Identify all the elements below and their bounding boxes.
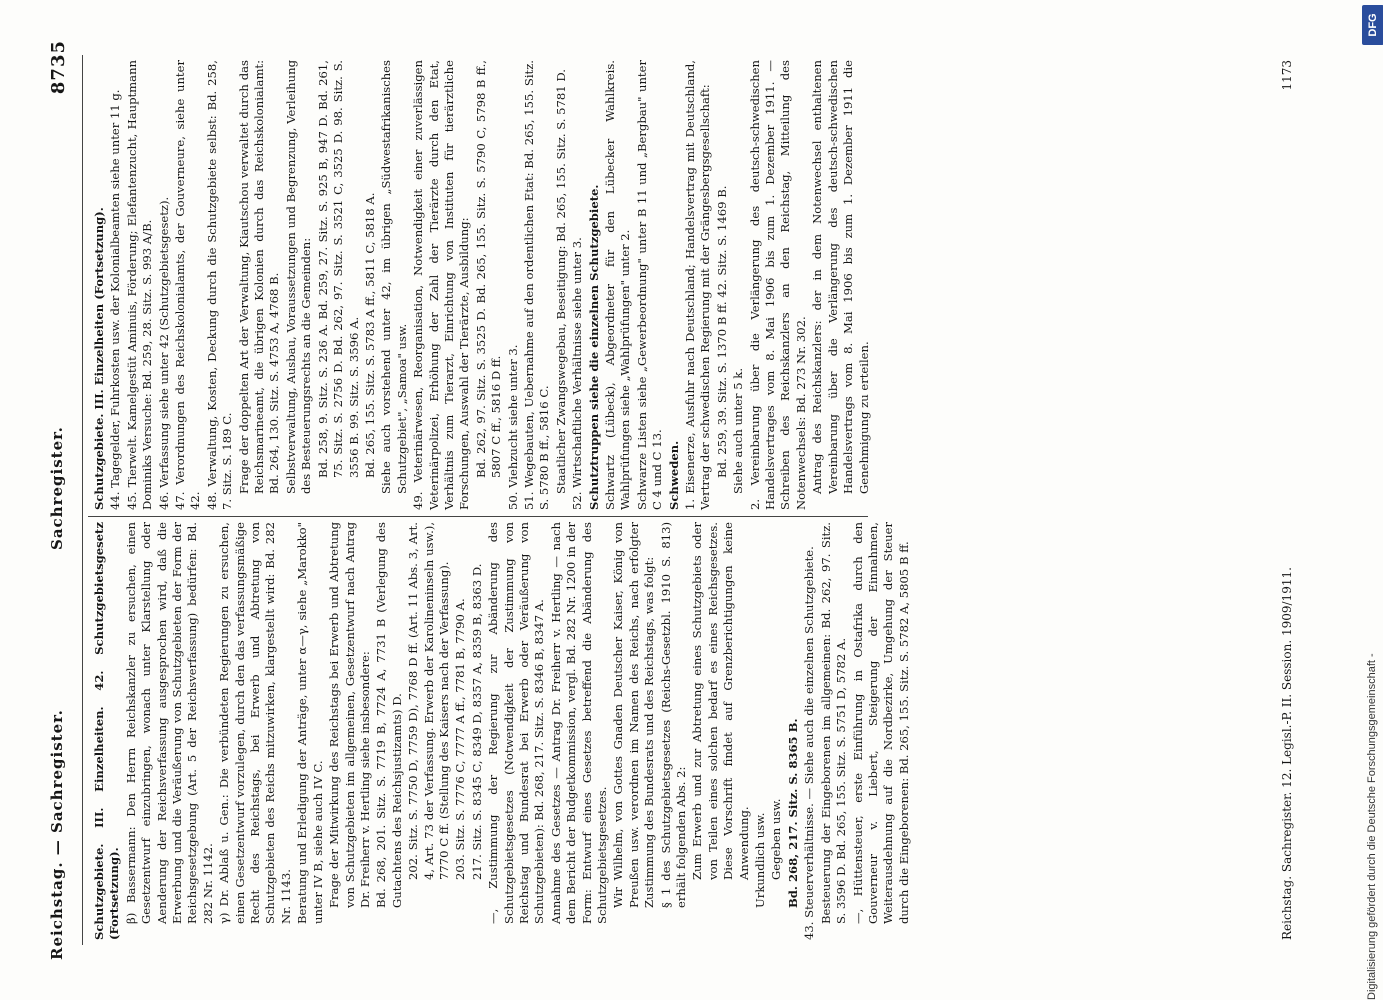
index-entry: § 1 des Schutzgebietsgesetzes (Reichs-Gesetzbl. 1910 S. 813) erhält folgenden Abs. 2: [658,522,689,908]
index-entry: Frage der Mitwirkung des Reichstags bei Erwerb und Abtretung von Schutzgebieten im allgemeinen, Gesetzentwurf nach Antrag Dr. Freiherr v. Hertling siehe insbesondere: [327,522,372,908]
index-entry: Schweden. [666,440,681,510]
index-entry: Zum Erwerb und zur Abtretung eines Schutzgebiets oder von Teilen eines solchen bedarf es eines Reichsgesetzes. Diese Vorschrift findet auf Grenzberichtigungen keine Anwendung. [690,522,751,880]
index-entry: 1. Eisenerze, Ausfuhr nach Deutschland; Handelsvertrag mit Deutschland, Vertrag der schwedischen Regierung mit der Grängesbergsgesellschaft: [683,60,713,510]
column-divider [88,516,868,517]
index-entry: Siehe auch unter 5 k. [731,367,746,494]
header-mid: Sachregister. [48,426,66,550]
index-entry: 202. Sitz. S. 7750 D, 7759 D), 7768 D ff. (Art. 11 Abs. 3, Art. 4, Art. 73 der Verfassung. Erwerb der Karolineninseln usw.), 7770 C ff. (Stellung des Kaisers nach der Verfassung). [406,522,451,880]
index-entry: Schutztruppen siehe die einzelnen Schutzgebiete. [586,184,601,510]
index-entry: 47. Verordnungen des Reichskolonialamts, der Gouverneure, siehe unter 42. [173,60,203,510]
index-entry: 46. Verfassung siehe unter 42 (Schutzgebietsgesetz). [156,196,171,510]
dfg-logo: DFG [1362,5,1383,45]
page-footer [1280,60,1300,940]
footer-right: 1173 [1280,60,1294,91]
index-entry: 203. Sitz. S. 7776 C, 7777 A ff., 7781 B, 7790 A. [453,598,468,880]
index-entry: Antrag des Reichskanzlers: der in dem Notenwechsel enthaltenen Vereinbarung über die Verlängerung des deutsch-schwedischen Handelsvertrags vom 8. Mai 1906 bis zum 1. Dezember 1911 die Genehmigung zu erteilen. [810,60,871,494]
index-entry: Frage der doppelten Art der Verwaltung, Kiautschou verwaltet durch das Reichsmarineamt, die übrigen Kolonien durch das Reichskolonialamt: Bd. 264, 130. Sitz. S. 4753 A, 4768 B. [236,60,282,494]
index-entry: γ) Dr. Ablaß u. Gen.: Die verbündeten Regierungen zu ersuchen, einen Gesetzentwurf vorzulegen, durch den das verfassungsmäßige Recht des Reichstags, bei Erwerb und Abtretung von Schutzgebieten des Reichs mitzuwirken, klargestellt wird: Bd. 282 Nr. 1143. [217,522,293,924]
index-entry: Beratung und Erledigung der Anträge, unter α—γ, siehe „Marokko" unter IV B, siehe auch IV C. [295,522,325,924]
index-entry: Schwarze Listen siehe „Gewerbeordnung" unter B 11 und „Bergbau" unter C 4 und C 13. [634,60,665,510]
index-entry: Wir Wilhelm, von Gottes Gnaden Deutscher Kaiser, König von Preußen usw. verordnen im Namen des Reichs, nach erfolgter Zustimmung des Bundesrats und des Reichstags, was folgt: [611,522,657,908]
index-entry: Urkundlich usw. [753,812,768,908]
index-entry: Schwartz (Lübeck), Abgeordneter für den Lübecker Wahlkreis. Wahlprüfungen siehe „Wahlprüfungen" unter 2. [603,60,633,510]
index-entry: Bd. 262, 97. Sitz. S. 3525 D. Bd. 265, 155. Sitz. S. 5790 C, 5798 B ff., 5807 C ff., 5816 D ff. [473,60,504,478]
right-column [92,60,873,510]
index-entry: 49. Veterinärwesen, Reorganisation, Notwendigkeit einer zuverlässigen Veterinärpolizei, Erhöhung der Zahl der Tierärzte durch den Etat, Verhältnis zum Tierarzt, Einrichtung von Instituten für tierärztliche Forschungen, Auswahl der Tierärzte, Ausbildung: [411,60,472,510]
page-number: 8735 [48,40,69,95]
index-entry: 52. Wirtschaftliche Verhältnisse siehe unter 3. [570,237,585,510]
left-column [92,522,913,940]
index-entry: 45. Tierwelt. Kamelgestüt Aminuis, Förderung; Elefantenzucht, Hauptmann Dominiks Versuche: Bd. 259, 28. Sitz. S. 993 A/B. [124,60,155,510]
index-entry: Annahme des Gesetzes — Antrag Dr. Freiherr v. Hertling — nach dem Bericht der Budgetkommission, vergl. Bd. 282 Nr. 1200 in der Form: Entwurf eines Gesetzes betreffend die Abänderung des Schutzgebietsgesetzes. [548,522,609,924]
index-entry: 44. Tagegelder, Fuhrkosten usw. der Kolonialbeamten siehe unter 11 g. [108,89,123,510]
index-entry: 2. Vereinbarung über die Verlängerung des deutsch-schwedischen Handelsvertrages vom 8. Mai 1906 bis zum 1. Dezember 1911. — Schreiben des Reichskanzlers an den Reichstag, Mitteilung des Notenwechsels: Bd. 273 Nr. 302. [747,60,808,510]
index-entry: Bd. 265, 155. Sitz. S. 5783 A ff., 5811 C, 5818 A. [362,192,377,478]
index-entry: Staatlicher Zwangswegebau, Beseitigung: Bd. 265, 155. Sitz. S. 5781 D. [553,69,568,494]
index-entry: 48. Verwaltung, Kosten, Deckung durch die Schutzgebiete selbst: Bd. 258, 7. Sitz. S. 189 C. [204,60,235,510]
index-entry: Schutzgebiete. III. Einzelheiten. 42. Schutzgebietsgesetz (Fortsetzung). [92,522,122,940]
footer-left: Reichstag. Sachregister. 12. Legisl.-P. II. Session. 1909/1911. [1280,567,1294,940]
dfg-credit-text: Digitalisierung gefördert durch die Deutsche Forschungsgemeinschaft - [1366,653,1378,1000]
header-rule [82,55,83,945]
index-entry: 43. Steuerverhältnisse. — Siehe auch die einzelnen Schutzgebiete. [802,546,817,940]
index-entry: Besteuerung der Eingeborenen im allgemeinen: Bd. 262, 97. Sitz. S. 3596 D. Bd. 265, 155. Sitz. S. 5751 D, 5782 A. [818,522,849,924]
index-entry: Bd. 259, 39. Sitz. S. 1370 B ff. 42. Sitz. S. 1469 B. [714,185,729,478]
index-entry: Gegeben usw. [769,798,784,880]
index-entry: Bd. 268, 217. Sitz. S. 8365 B. [785,718,800,908]
index-entry: Bd. 268, 201. Sitz. S. 7719 B, 7724 A, 7731 B (Verlegung des Gutachtens des Reichsjustizamts) D. [374,522,404,908]
index-entry: Siehe auch vorstehend unter 42, im übrigen „Südwestafrikanisches Schutzgebiet", „Samoa" usw. [379,60,409,494]
index-entry: —, Hüttensteuer, erste Einführung in Ostafrika durch den Gouverneur v. Liebert, Steigerung der Einnahmen, Weiterausdehnung auf die Nordbezirke, Umgehung der Steuer durch die Eingeborenen: Bd. 265, 155. Sitz. S. 5782 A, 5805 B ff. [850,522,911,924]
index-entry: 50. Viehzucht siehe unter 3. [505,344,520,510]
index-entry: Schutzgebiete. III. Einzelheiten (Fortsetzung). [92,207,106,510]
header-left: Reichstag. — Sachregister. [48,709,66,960]
page-header [48,40,76,960]
index-entry: Selbstverwaltung, Ausbau, Voraussetzungen und Begrenzung, Verleihung des Besteuerungsrechts an die Gemeinden: [283,60,314,494]
digitization-sidebar [1352,0,1382,1000]
index-entry: 217. Sitz. S. 8345 C, 8349 D, 8357 A, 8359 B, 8363 D. [469,563,484,880]
index-entry: —, Zustimmung der Regierung zur Abänderung des Schutzgebietsgesetzes (Notwendigkeit der Zustimmung von Reichstag und Bundesrat bei Erwerb oder Veräußerung von Schutzgebieten): Bd. 268, 217. Sitz. S. 8346 B, 8347 A. [486,522,547,924]
index-entry: β) Bassermann: Den Herrn Reichskanzler zu ersuchen, einen Gesetzentwurf einzubringen, wonach unter Klarstellung oder Aenderung der Reichsverfassung ausgesprochen wird, daß die Erwerbung und die Veräußerung von Schutzgebieten der Form der Reichsgesetzgebung (Art. 5 der Reichsverfassung) bedürfen: Bd. 282 Nr. 1142. [123,522,215,924]
index-entry: Bd. 258, 9. Sitz. S. 236 A. Bd. 259, 27. Sitz. S. 925 B, 947 D. Bd. 261, 75. Sitz. S. 2756 D. Bd. 262, 97. Sitz. S. 3521 C, 3525 D. 98. Sitz. S. 3556 B. 99. Sitz. S. 3596 A. [315,60,361,478]
index-entry: 51. Wegebauten, Uebernahme auf den ordentlichen Etat: Bd. 265, 155. Sitz. S. 5780 B ff., 5816 C. [521,60,552,510]
